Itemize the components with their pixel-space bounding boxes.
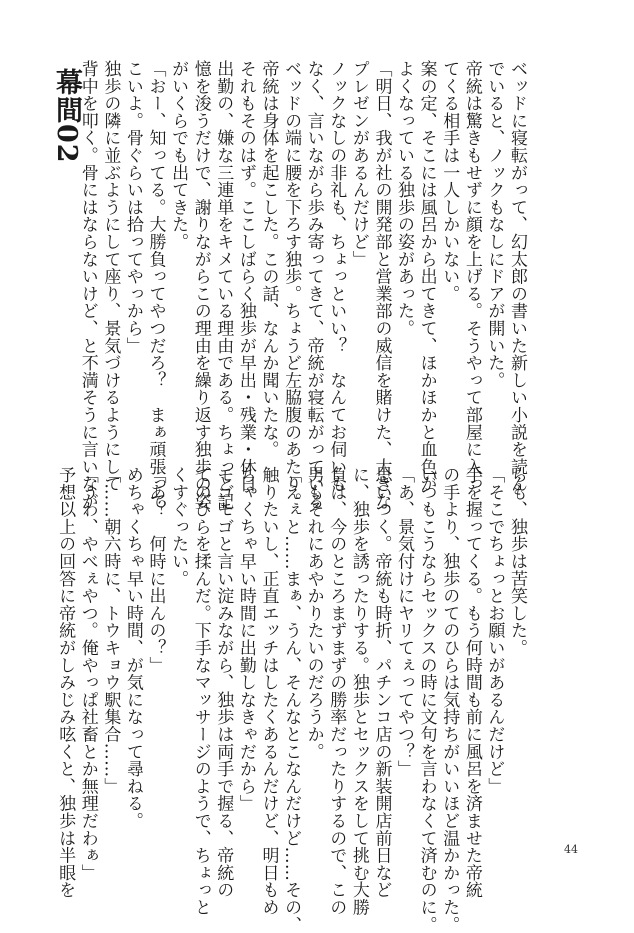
top-text-line: 背中を叩く。骨にはならないけど、と不満そうに言いなが [77,60,98,510]
bottom-text-line: モゴモゴと言い淀みながら、独歩は両手で握る、帝統の [213,466,234,899]
bottom-text-line: 予想以上の回答に帝統がしみじみ呟くと、独歩は半眼を [55,466,76,899]
top-text-line: 帝統は驚きもせずに顔を上げる。そうやって部屋に入っ [461,60,482,493]
bottom-text-line: 「えぇと……まぁ、うん、そんなとこなんだけど……その、 [281,466,302,933]
top-text-line: プレゼンがあるんだけど」 [348,60,369,268]
bottom-text-line: の手より、独歩のてのひらは気持ちがいいほど温かかった。 [439,466,460,933]
bottom-text-line: らも、独歩は苦笑した。 [507,466,527,657]
bottom-text-line: 手を握ってくる。もう何時間も前に風呂を済ませた帝統 [461,466,482,899]
top-text-line: こいよ。骨ぐらいは拾ってやっから」 [122,60,143,355]
top-text-line: 憶を浚うだけで、謝りながらこの理由を繰り返す独歩の姿 [190,60,211,510]
top-text-line: 案の定、そこには風呂から出てきて、ほかほかと血色が [416,60,437,493]
top-text-line: でいると、ノックもなしにドアが開いた。 [484,60,505,389]
bottom-text-line: 負は、今のところまずまずの勝率だったりするので、この [326,466,347,916]
top-text-line: がいくらでも出てきた。 [168,60,189,251]
bottom-text-line: くすぐったい。 [168,466,189,588]
bottom-text-line: 「うわ、やべぇやつ。俺やっぱ社畜とか無理だわぁ」 [77,466,98,882]
chapter-title: 幕間02 [51,68,82,164]
top-text-line: それもそのはず。ここしばらく独歩が早出・残業・休日 [235,60,256,493]
top-text-line: 独歩の隣に並ぶようにして座り、景気づけるようにして [100,60,121,493]
top-text-line: ノックなしの非礼も、ちょっといい？ なんてお伺いも [326,60,347,493]
top-text-line: よくなっている独歩の姿があった。 [394,60,415,337]
bottom-text-line: てのひらを揉んだ。下手なマッサージのようで、ちょっと [190,466,211,916]
bottom-text-line: いつもこうならセックスの時に文句を言わなくて済むのに。 [416,466,437,933]
top-text-line: 出勤の、嫌な三連単をキメている理由である。ちょっと記 [213,60,234,510]
top-text-line: なく、言いながら歩み寄ってきて、帝統が寝転がっている [303,60,324,510]
bottom-text-line: に、独歩を誘ったりする。独歩とセックスをして挑む大勝 [348,466,369,916]
bottom-text-line: めちゃくちゃ早い時間、が気になって尋ねる。 [122,466,143,830]
page-number: 44 [564,843,578,856]
text-block-bottom [54,466,528,933]
bottom-text-line: 「……朝六時に、トウキョウ駅集合……」 [100,466,121,795]
top-text-line: 帝統は身体を起こした。この話、なんか聞いたな。 [258,60,279,458]
text-block-top [76,60,528,510]
top-text-line: 「明日、我が社の開発部と営業部の威信を賭けた、大きな [371,60,392,510]
bottom-text-line: 「あ、景気付けにヤリてぇってやつ？」 [394,466,415,778]
bottom-text-line: 「そこでちょっとお願いがあるんだけど」 [484,466,505,795]
bottom-text-line: 触りたいし、正直エッチはしたくあるんだけど、明日もめ [258,466,279,916]
top-text-line: ベッドに寝転がって、幻太郎の書いた新しい小説を読ん [507,60,527,493]
bottom-text-line: 思いつく。帝統も時折、パチンコ店の新装開店前日など [371,466,392,899]
top-text-line: 「おー、知ってる。大勝負ってやつだろ？ まぁ頑張って [145,60,166,510]
bottom-text-line: 男もそれにあやかりたいのだろうか。 [303,466,324,761]
top-text-line: てくる相手は一人しかいない。 [439,60,460,303]
bottom-text-line: ちゃくちゃ早い時間に出勤しなきゃだから」 [235,466,256,812]
bottom-text-line: 「あ？ 何時に出んの？」 [145,466,166,674]
top-text-line: ベッドの端に腰を下ろす独歩。ちょうど左脇腹のあたり。 [281,60,302,510]
